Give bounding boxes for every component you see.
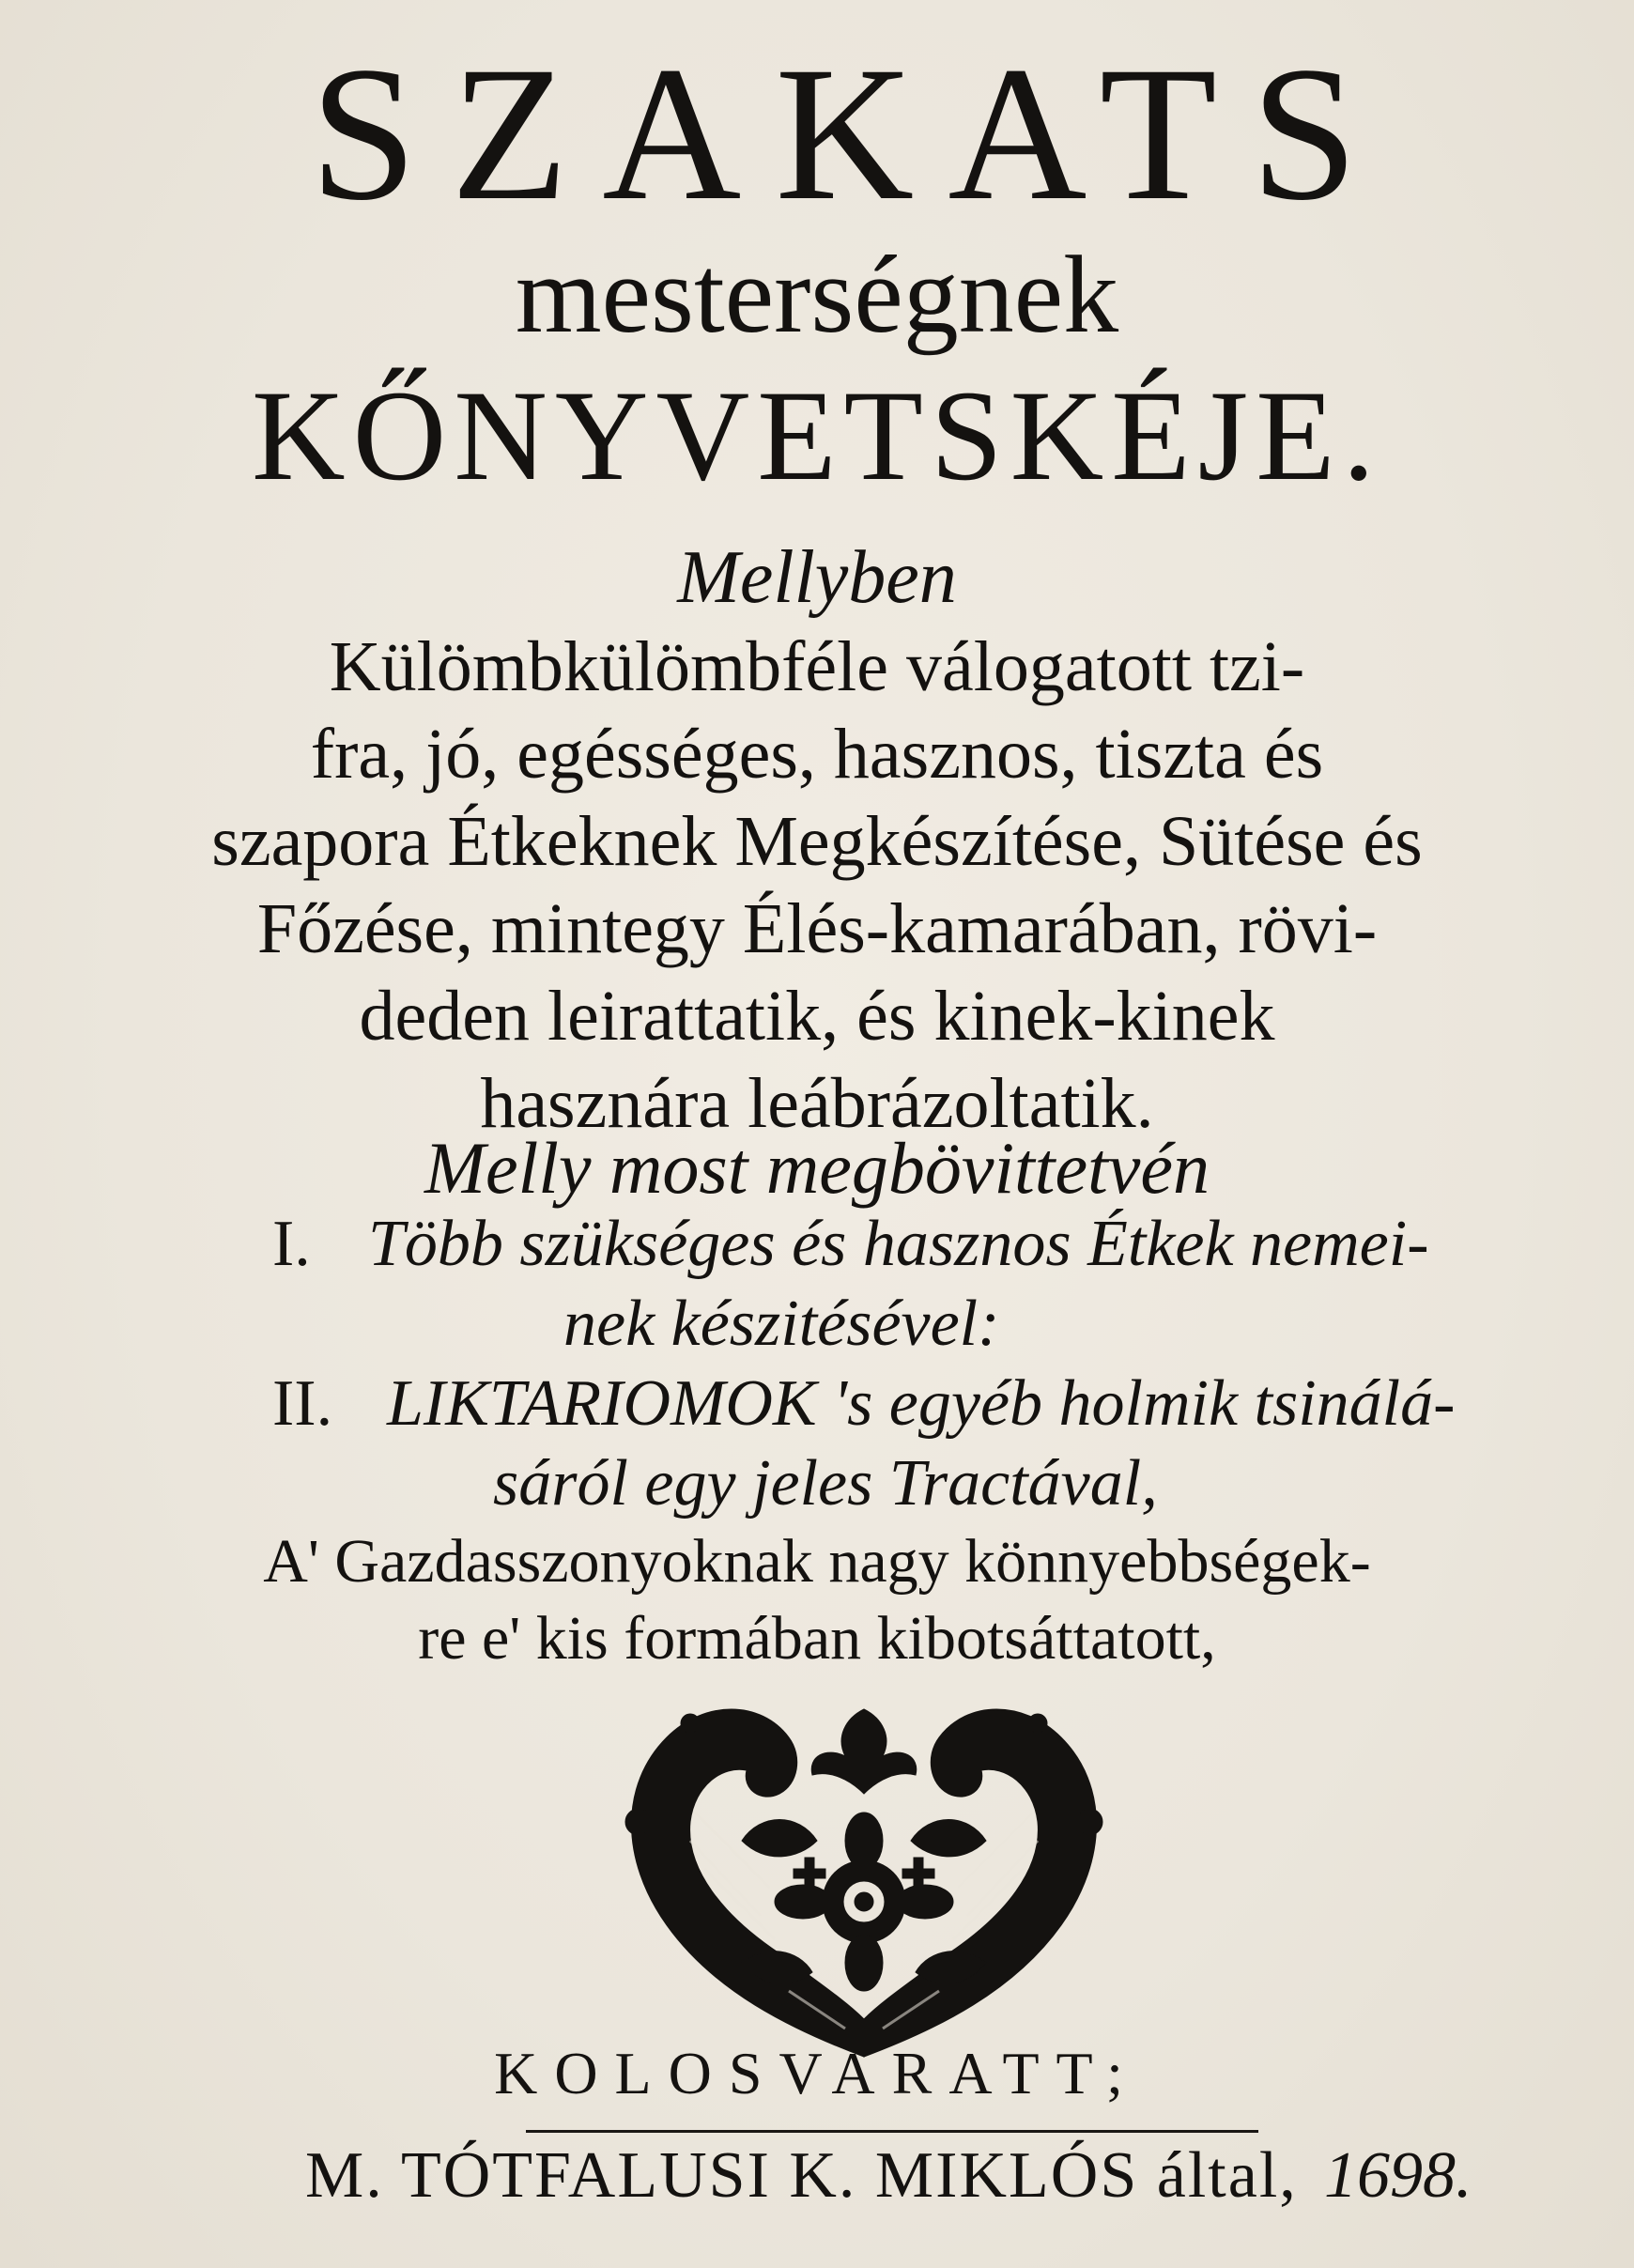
intro-word: Mellyben	[677, 536, 957, 619]
item-number: I.	[272, 1208, 311, 1280]
floral-ornament-icon	[601, 1681, 1127, 2075]
item-text: sáról egy jeles Tractával,	[493, 1447, 1158, 1520]
description-line: fra, jó, egésséges, hasznos, tiszta és	[310, 715, 1324, 794]
dedication-line: A' Gazdasszonyoknak nagy könnyebbségek-	[263, 1527, 1371, 1596]
imprint-rule	[526, 2130, 1258, 2133]
imprint-printer: M. TÓTFALUSI K. MIKLÓS által,	[305, 2139, 1298, 2212]
title-main: SZAKATS	[310, 27, 1392, 240]
item-text: LIKTARIOMOK 's egyéb holmik tsinálá-	[387, 1367, 1456, 1440]
description-line: szapora Étkeknek Megkészítése, Sütése és	[211, 802, 1423, 881]
description-line: Külömbkülömbféle válogatott tzi-	[329, 627, 1305, 706]
title-book: KŐNYVETSKÉJE.	[251, 363, 1383, 507]
imprint-place: KOLOSVARATT;	[494, 2040, 1140, 2106]
title-subtitle: mesterségnek	[515, 233, 1119, 356]
description-line: deden leirattatik, és kinek-kinek	[359, 977, 1275, 1056]
description-line: Főzése, mintegy Élés-kamarában, rövi-	[256, 889, 1378, 968]
item-number: II.	[272, 1367, 333, 1440]
description-line: hasznára leábrázoltatik.	[480, 1064, 1154, 1143]
item-text: Több szükséges és hasznos Étkek nemei-	[368, 1208, 1429, 1280]
item-text: nek készitésével:	[563, 1288, 1000, 1360]
extended-heading: Melly most megbövittetvén	[424, 1127, 1210, 1209]
dedication-line: re e' kis formában kibotsáttatott,	[418, 1604, 1216, 1673]
imprint-year: 1698.	[1324, 2139, 1472, 2212]
